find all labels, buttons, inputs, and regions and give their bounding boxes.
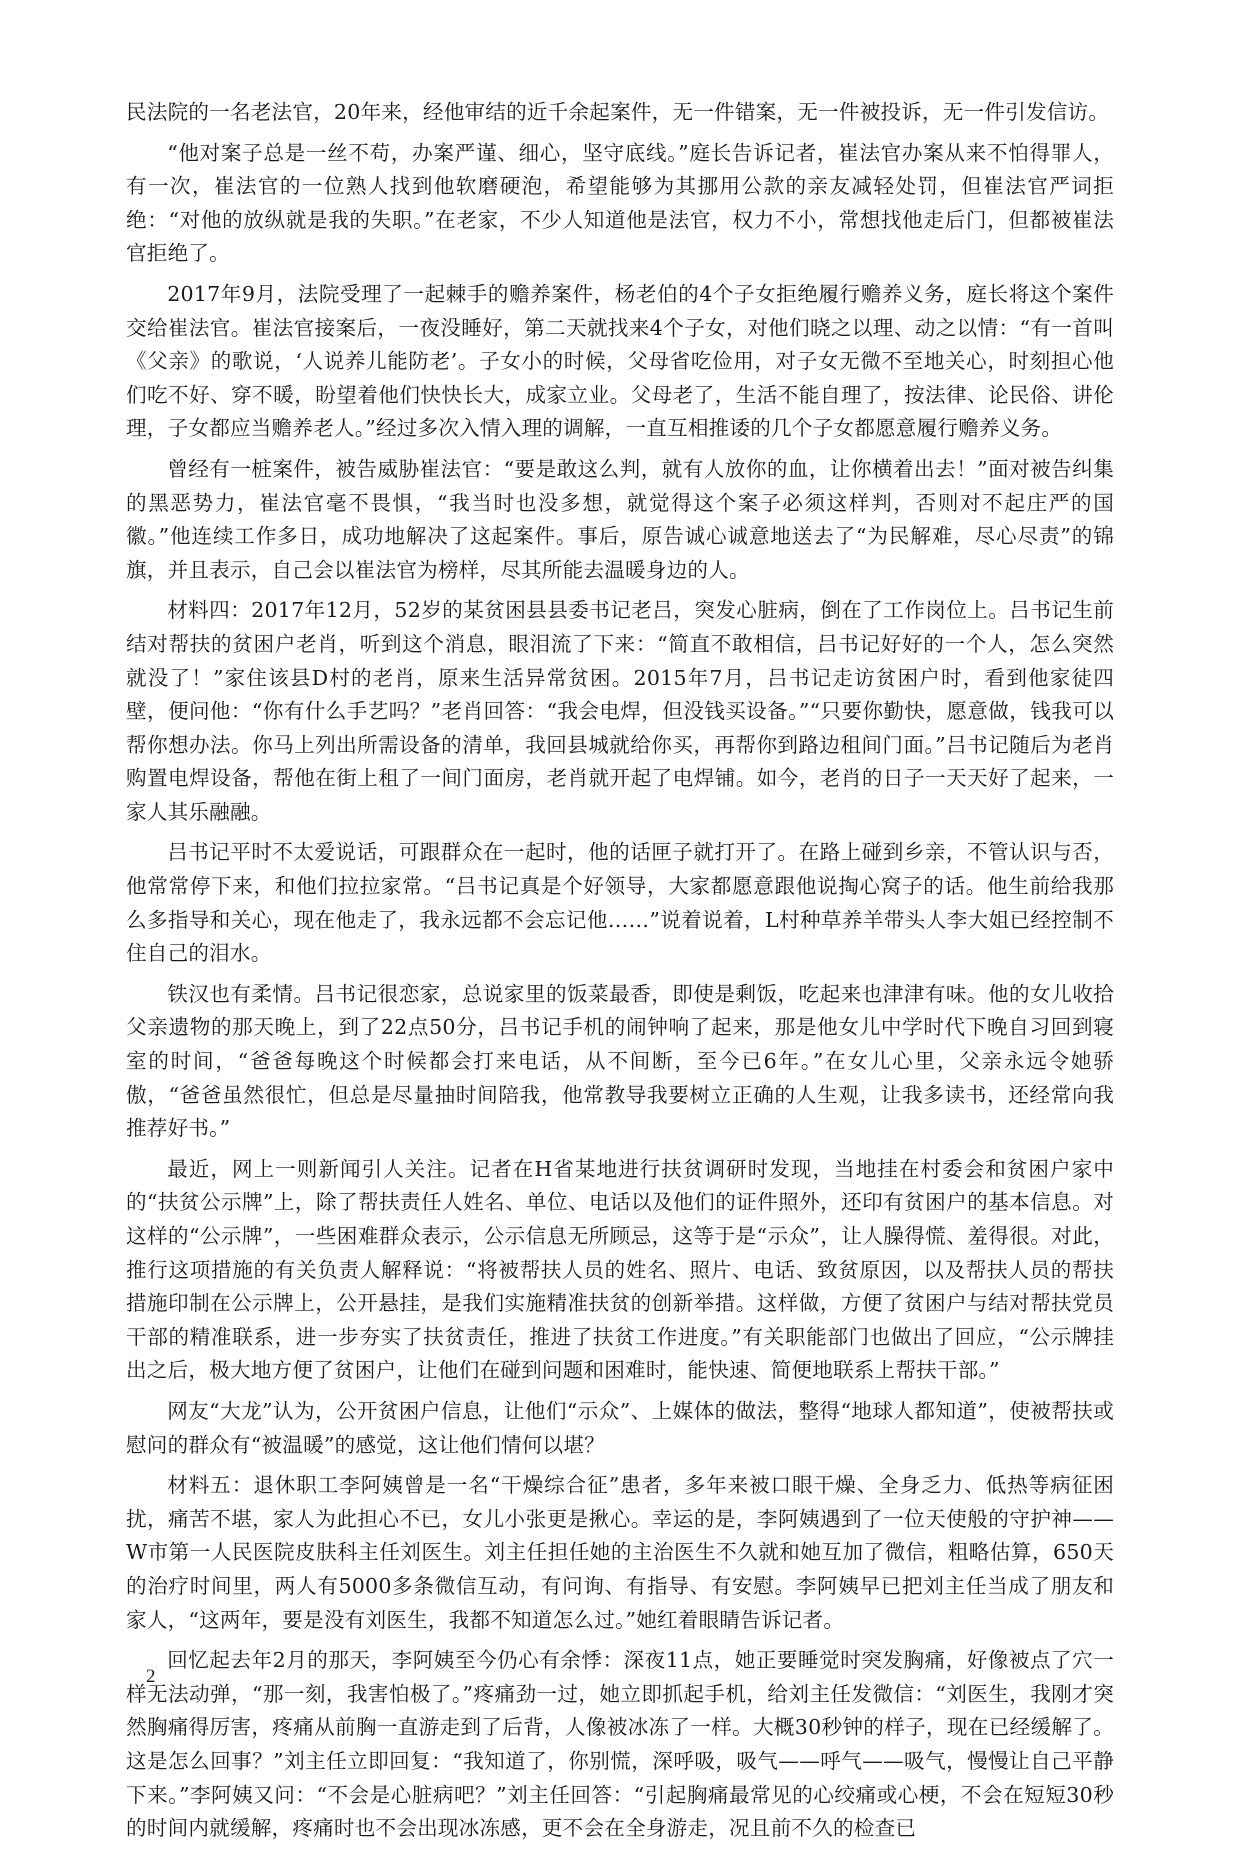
paragraph: 2017年9月，法院受理了一起棘手的赡养案件，杨老伯的4个子女拒绝履行赡养义务，庭长将这个案件交给崔法官。崔法官接案后，一夜没睡好，第二天就找来4个子女，对他们晓之以理、动之以情：“有一首叫《父亲》的歌说，‘人说养儿能防老’。子女小的时候，父母省吃俭用，对子女无微不至地关心，时刻担心他们吃不好、穿不暖，盼望着他们快快长大，成家立业。父母老了，生活不能自理了，按法律、论民俗、讲伦理，子女都应当赡养老人。”经过多次入情入理的调解，一直互相推诿的几个子女都愿意履行赡养义务。: [126, 281, 1114, 441]
document-body: [126, 96, 1114, 1853]
paragraph: 民法院的一名老法官，20年来，经他审结的近千余起案件，无一件错案，无一件被投诉，无一件引发信访。: [126, 100, 1110, 124]
paragraph: “他对案子总是一丝不苟，办案严谨、细心，坚守底线。”庭长告诉记者，崔法官办案从来不怕得罪人，有一次，崔法官的一位熟人找到他软磨硬泡，希望能够为其挪用公款的亲友减轻处罚，但崔法官严词拒绝：“对他的放纵就是我的失职。”在老家，不少人知道他是法官，权力不小，常想找他走后门，但都被崔法官拒绝了。: [126, 140, 1114, 266]
paragraph: 回忆起去年2月的那天，李阿姨至今仍心有余悸：深夜11点，她正要睡觉时突发胸痛，好像被点了穴一样无法动弹，“那一刻，我害怕极了。”疼痛劲一过，她立即抓起手机，给刘主任发微信：“刘医生，我刚才突然胸痛得厉害，疼痛从前胸一直游走到了后背，人像被冰冻了一样。大概30秒钟的样子，现在已经缓解了。这是怎么回事？”刘主任立即回复：“我知道了，你别慌，深呼吸，吸气——呼气——吸气，慢慢让自己平静下来。”李阿姨又问：“不会是心脏病吧？”刘主任回答：“引起胸痛最常见的心绞痛或心梗，不会在短短30秒的时间内就缓解，疼痛时也不会出现冰冻感，更不会在全身游走，况且前不久的检查已: [126, 1648, 1114, 1841]
paragraph: 网友“大龙”认为，公开贫困户信息，让他们“示众”、上媒体的做法，整得“地球人都知道”，使被帮扶或慰问的群众有“被温暖”的感觉，这让他们情何以堪？: [126, 1398, 1114, 1457]
paragraph: 铁汉也有柔情。吕书记很恋家，总说家里的饭菜最香，即使是剩饭，吃起来也津津有味。他的女儿收拾父亲遗物的那天晚上，到了22点50分，吕书记手机的闹钟响了起来，那是他女儿中学时代下晚自习回到寝室的时间，“爸爸每晚这个时候都会打来电话，从不间断，至今已6年。”在女儿心里，父亲永远令她骄傲，“爸爸虽然很忙，但总是尽量抽时间陪我，他常教导我要树立正确的人生观，让我多读书，还经常向我推荐好书。”: [126, 981, 1114, 1141]
paragraph: 最近，网上一则新闻引人关注。记者在H省某地进行扶贫调研时发现，当地挂在村委会和贫困户家中的“扶贫公示牌”上，除了帮扶责任人姓名、单位、电话以及他们的证件照外，还印有贫困户的基本信息。对这样的“公示牌”，一些困难群众表示，公示信息无所顾忌，这等于是“示众”，让人臊得慌、羞得很。对此，推行这项措施的有关负责人解释说：“将被帮扶人员的姓名、照片、电话、致贫原因，以及帮扶人员的帮扶措施印制在公示牌上，公开悬挂，是我们实施精准扶贫的创新举措。这样做，方便了贫困户与结对帮扶党员干部的精准联系，进一步夯实了扶贫责任，推进了扶贫工作进度。”有关职能部门也做出了回应，“公示牌挂出之后，极大地方便了贫困户，让他们在碰到问题和困难时，能快速、简便地联系上帮扶干部。”: [126, 1156, 1114, 1383]
paragraph: 吕书记平时不太爱说话，可跟群众在一起时，他的话匣子就打开了。在路上碰到乡亲，不管认识与否，他常常停下来，和他们拉拉家常。“吕书记真是个好领导，大家都愿意跟他说掏心窝子的话。他生前给我那么多指导和关心，现在他走了，我永远都不会忘记他……”说着说着，L村种草养羊带头人李大姐已经控制不住自己的泪水。: [126, 840, 1114, 966]
page-number: 2: [146, 1666, 156, 1687]
paragraph: 曾经有一桩案件，被告威胁崔法官：“要是敢这么判，就有人放你的血，让你横着出去！”面对被告纠集的黑恶势力，崔法官毫不畏惧，“我当时也没多想，就觉得这个案子必须这样判，否则对不起庄严的国徽。”他连续工作多日，成功地解决了这起案件。事后，原告诚心诚意地送去了“为民解难，尽心尽责”的锦旗，并且表示，自己会以崔法官为榜样，尽其所能去温暖身边的人。: [126, 456, 1114, 582]
paragraph: 材料五：退休职工李阿姨曾是一名“干燥综合征”患者，多年来被口眼干燥、全身乏力、低热等病征困扰，痛苦不堪，家人为此担心不已，女儿小张更是揪心。幸运的是，李阿姨遇到了一位天使般的守护神——W市第一人民医院皮肤科主任刘医生。刘主任担任她的主治医生不久就和她互加了微信，粗略估算，650天的治疗时间里，两人有5000多条微信互动，有问询、有指导、有安慰。李阿姨早已把刘主任当成了朋友和家人，“这两年，要是没有刘医生，我都不知道怎么过。”她红着眼睛告诉记者。: [126, 1473, 1114, 1632]
paragraph: 材料四：2017年12月，52岁的某贫困县县委书记老吕，突发心脏病，倒在了工作岗位上。吕书记生前结对帮扶的贫困户老肖，听到这个消息，眼泪流了下来：“简直不敢相信，吕书记好好的一个人，怎么突然就没了！”家住该县D村的老肖，原来生活异常贫困。2015年7月，吕书记走访贫困户时，看到他家徒四壁，便问他：“你有什么手艺吗？”老肖回答：“我会电焊，但没钱买设备。”“只要你勤快，愿意做，钱我可以帮你想办法。你马上列出所需设备的清单，我回县城就给你买，再帮你到路边租间门面。”吕书记随后为老肖购置电焊设备，帮他在街上租了一间门面房，老肖就开起了电焊铺。如今，老肖的日子一天天好了起来，一家人其乐融融。: [126, 598, 1114, 824]
